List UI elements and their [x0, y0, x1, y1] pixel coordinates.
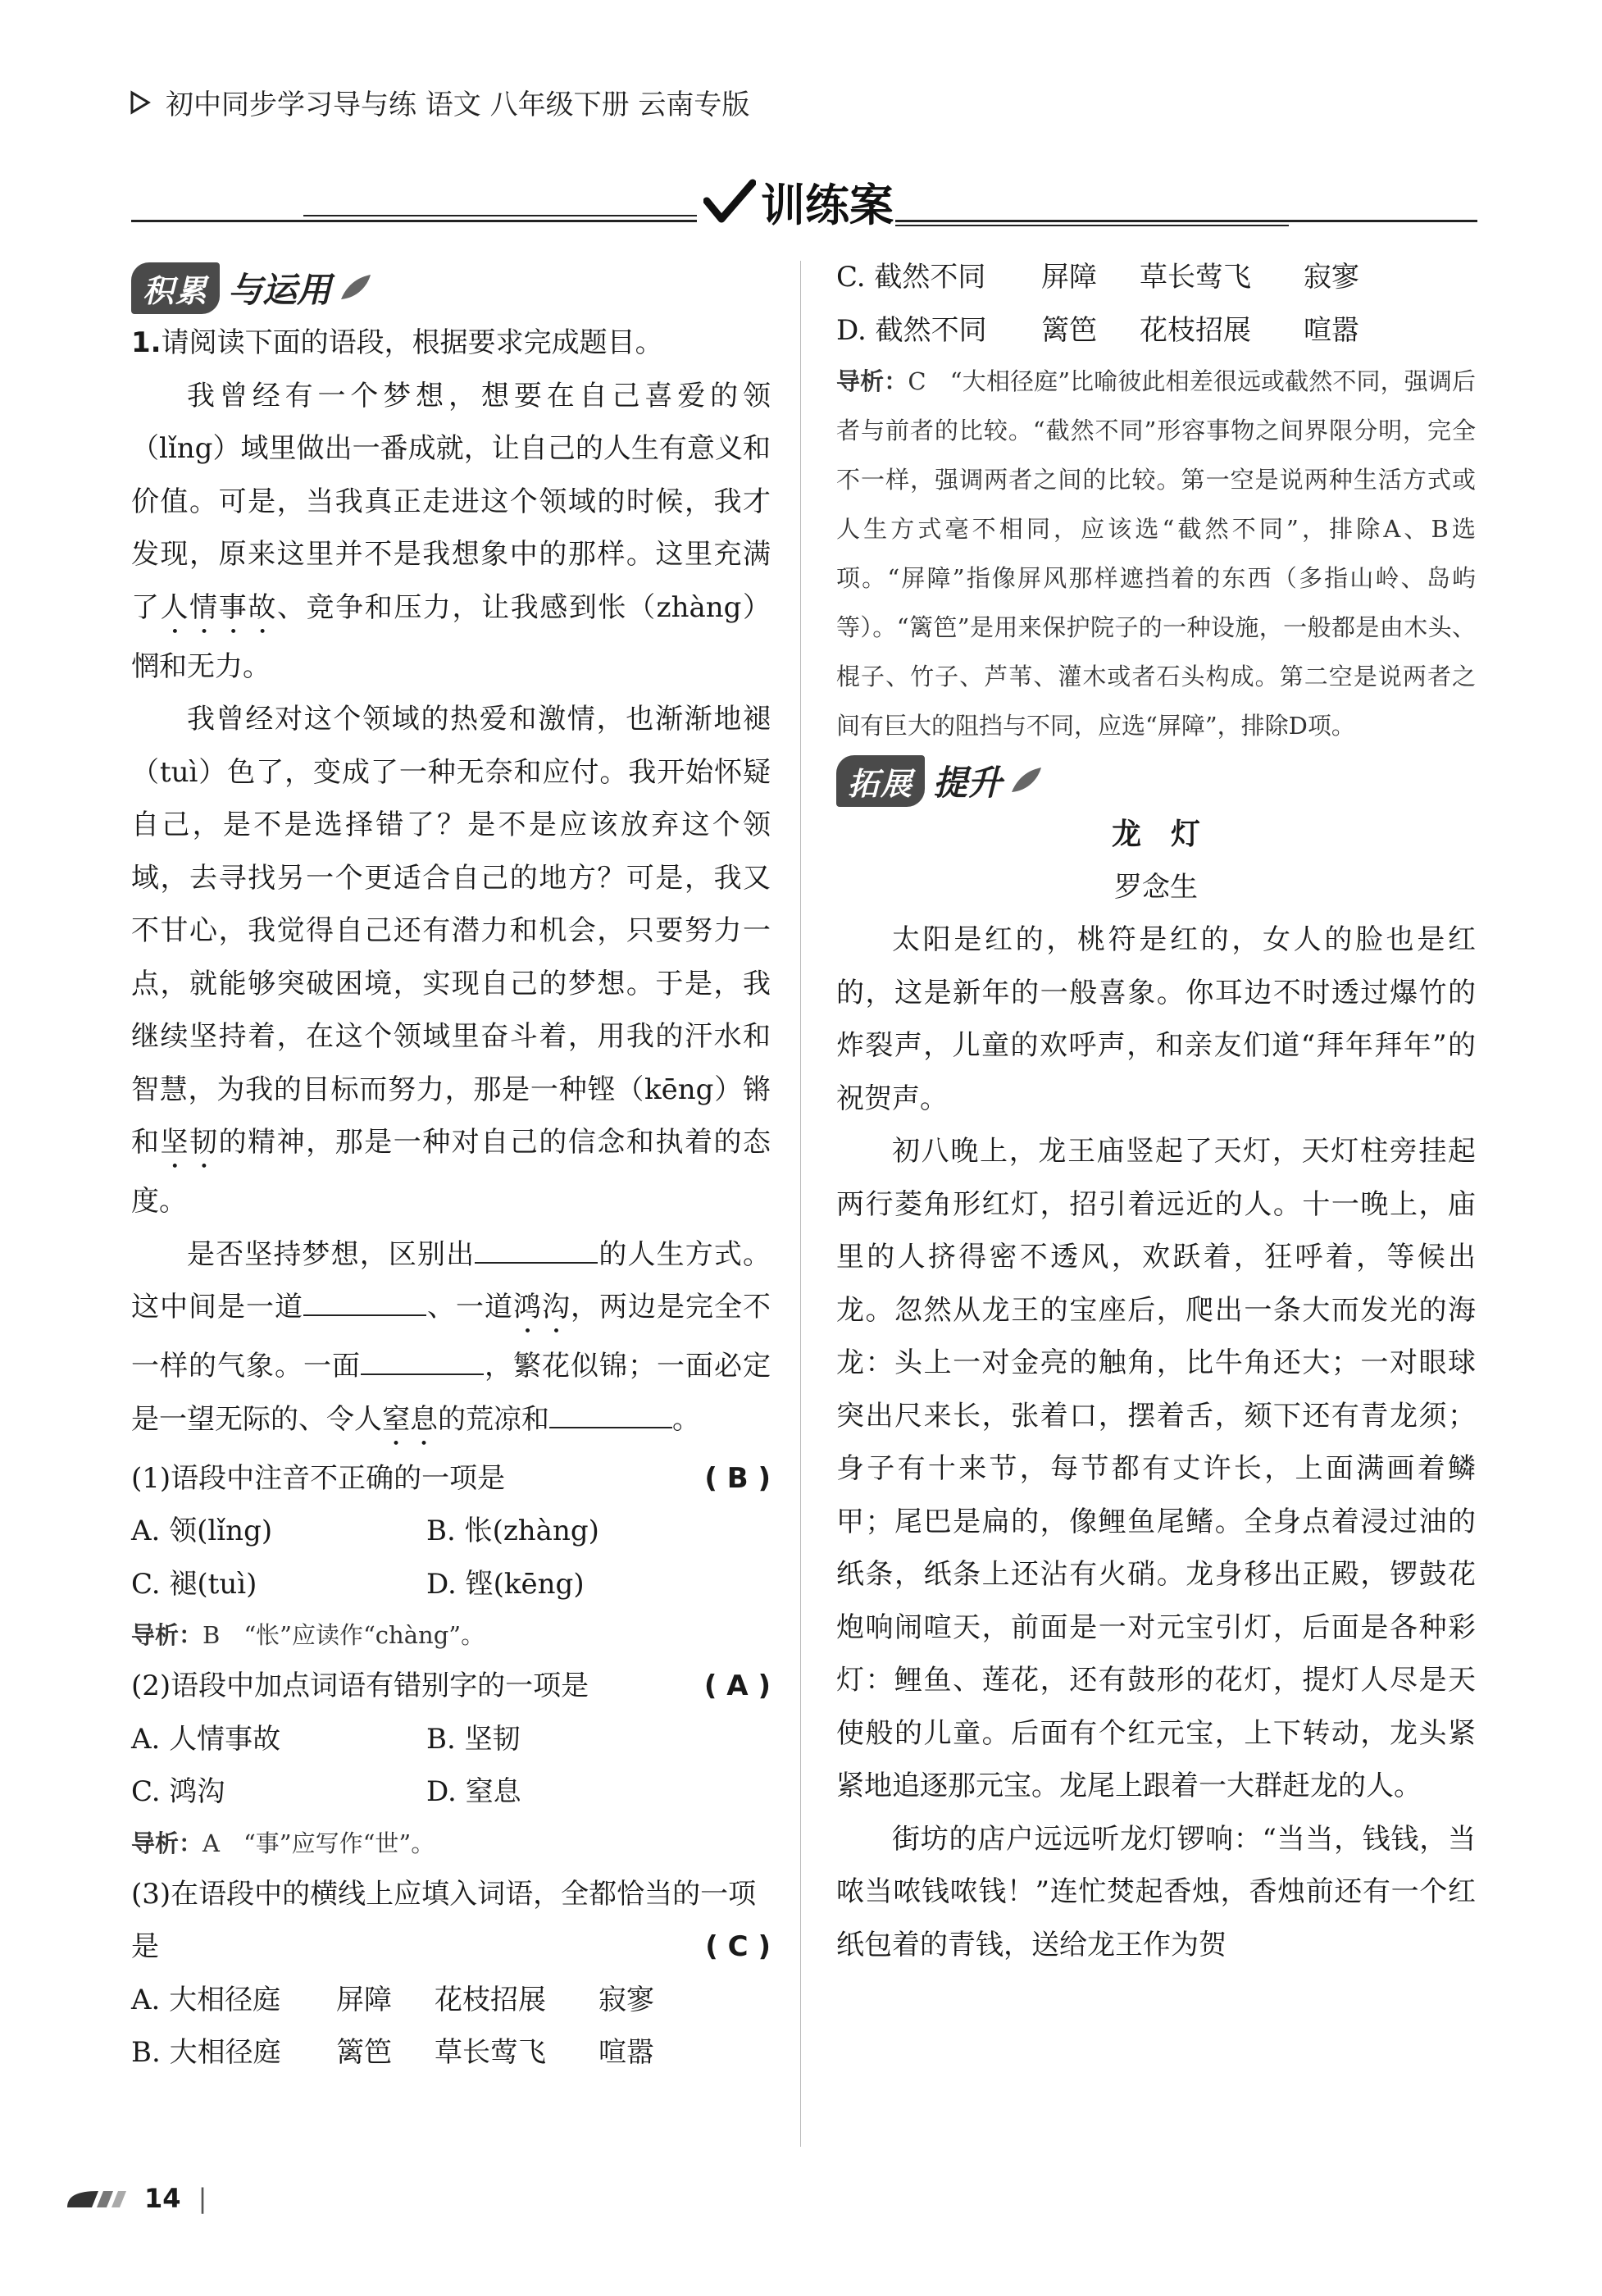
article [836, 808, 1476, 1971]
sub-question-1 [131, 1452, 771, 1506]
analysis-text: A “事”应写作“世”。 [203, 1829, 435, 1857]
analysis-label: 导析： [131, 1621, 203, 1649]
answer-bracket: ( A ) [703, 1670, 771, 1702]
option-word: 寂寥 [598, 1983, 654, 2016]
analysis-note [836, 357, 1476, 750]
section-heading-extension [836, 754, 1476, 808]
option-c[interactable] [836, 251, 1476, 304]
passage-text: 是否坚持梦想，区别出 [187, 1237, 476, 1271]
section-rest-label: 与运用 [228, 270, 332, 310]
section-rest-label: 提升 [933, 763, 1003, 803]
option-c[interactable]: C. 褪(tuì) [131, 1567, 257, 1601]
passage-text: 的精神，那是一种对自己的信念和执着的态度。 [131, 1126, 771, 1218]
passage-text: 、竞争和压力，让我感到怅（zhàng）惘和无力。 [131, 590, 771, 683]
option-word: 草长莺飞 [1140, 261, 1251, 294]
footer-stripes-icon [61, 2188, 143, 2214]
question-1 [131, 317, 771, 2080]
question-1-stem [131, 317, 771, 370]
fill-blank-4[interactable] [549, 1402, 672, 1428]
analysis-text: B “怅”应读作“chàng”。 [203, 1621, 485, 1649]
leaf-icon [1008, 764, 1044, 797]
option-a[interactable]: A. 人情事故 [131, 1722, 281, 1756]
book-title: 初中同步学习导与练 语文 八年级下册 云南专版 [166, 89, 750, 121]
option-word: 屏障 [1041, 261, 1097, 294]
option-word: A. 大相径庭 [131, 1983, 281, 2016]
sub-question-text: (2)语段中加点词语有错别字的一项是 [131, 1670, 589, 1702]
checkmark-icon [703, 178, 756, 227]
option-b[interactable]: B. 坚韧 [426, 1722, 521, 1756]
option-word: 花枝招展 [1140, 313, 1251, 347]
banner-title-text: 训练案 [761, 180, 894, 231]
analysis-label: 导析： [836, 367, 908, 395]
options-row [131, 1558, 771, 1611]
option-d[interactable]: D. 铿(kēng) [426, 1567, 585, 1601]
banner-rule-left-2 [303, 215, 697, 216]
dotted-word-renqingshigu: 人情事故 [160, 590, 277, 624]
passage-text: 我曾经对这个领域的热爱和激情，也渐渐地褪（tuì）色了，变成了一种无奈和应付。我开始怀疑自己，是不是选择错了？是不是应该放弃这个领域，去寻找另一个更适合自己的地方？可是，我又不甘心，我觉得自己还有潜力和机会，只要努力一点，就能够突破困境，实现自己的梦想。于是，我继续坚持着，在这个领域里奋斗着，用我的汗水和智慧，为我的目标而努力，那是一种铿（kēng）锵和 [131, 703, 771, 1159]
fill-blank-3[interactable] [361, 1349, 484, 1375]
option-word: 篱笆 [1041, 313, 1097, 347]
options-row [131, 1713, 771, 1766]
fill-blank-1[interactable] [475, 1237, 598, 1264]
dotted-word-honggou: 鸿沟 [513, 1291, 571, 1323]
passage-text: 的荒凉和 [438, 1402, 549, 1436]
article-author: 罗念生 [1114, 870, 1198, 904]
option-word: B. 大相径庭 [131, 2036, 281, 2069]
banner-rule-left [131, 220, 697, 222]
options-row [131, 1765, 771, 1819]
options-row [131, 1505, 771, 1558]
option-b[interactable]: B. 怅(zhàng) [426, 1515, 599, 1547]
option-d[interactable]: D. 窒息 [426, 1775, 521, 1808]
passage-text: 我曾经有一个梦想，想要在自己喜爱的领（lǐng）域里做出一番成就，让自己的人生有意义和价值。可是，当我真正走进这个领域的时候，我才发现，原来这里并不是我想象中的那样。这里充满了 [131, 379, 771, 624]
passage-paragraph-2 [131, 693, 771, 1228]
question-stem-text: 请阅读下面的语段，根据要求完成题目。 [161, 326, 663, 359]
question-1-continued [836, 251, 1476, 750]
option-d[interactable] [836, 304, 1476, 358]
column-divider [800, 261, 801, 2147]
analysis-note [131, 1610, 771, 1660]
sub-question-2 [131, 1660, 771, 1713]
option-word: 寂寥 [1304, 261, 1359, 294]
left-column [131, 261, 771, 2080]
option-word: 草长莺飞 [435, 2036, 546, 2069]
option-word: 喧嚣 [598, 2036, 654, 2069]
option-word: 篱笆 [336, 2036, 392, 2069]
banner-rule-right [895, 220, 1477, 222]
passage-paragraph-3 [131, 1228, 771, 1452]
question-number: 1. [131, 326, 162, 359]
option-c[interactable]: C. 鸿沟 [131, 1775, 225, 1808]
passage-text: 、一道 [426, 1291, 513, 1323]
passage-text: 的人生方式。这中间是一道 [131, 1237, 771, 1323]
article-paragraph: 初八晚上，龙王庙竖起了天灯，天灯柱旁挂起两行菱角形红灯，招引着远近的人。十一晚上，庙里的人挤得密不透风，欢跃着，狂呼着，等候出龙。忽然从龙王的宝座后，爬出一条大而发光的海龙：头上一对金亮的触角，比牛角还大；一对眼球突出尺来长，张着口，摆着舌，颏下还有青龙须；身子有十来节，每节都有丈许长，上面满画着鳞甲；尾巴是扁的，像鲤鱼尾鳍。全身点着浸过油的纸条，纸条上还沾有火硝。龙身移出正殿，锣鼓花炮响闹喧天，前面是一对元宝引灯，后面是各种彩灯：鲤鱼、莲花，还有鼓形的花灯，提灯人尽是天使般的儿童。后面有个红元宝，上下转动，龙头紧紧地追逐那元宝。龙尾上跟着一大群赶龙的人。 [836, 1135, 1476, 1802]
option-a[interactable]: A. 领(lǐng) [131, 1515, 273, 1547]
sub-question-3 [131, 1868, 771, 1974]
page-number-text: 14 [144, 2183, 181, 2214]
passage-text: 。 [672, 1402, 700, 1436]
option-b[interactable] [131, 2026, 771, 2080]
banner-rule-right-2 [895, 225, 1289, 226]
option-word: C. 截然不同 [836, 261, 986, 294]
article-paragraph: 街坊的店户远远听龙灯锣响：“当当，钱钱，当哝当哝钱哝钱！”连忙焚起香烛，香烛前还有一个红纸包着的青钱，送给龙王作为贺 [836, 1822, 1476, 1961]
answer-bracket: ( C ) [705, 1930, 771, 1963]
sub-question-text: (3)在语段中的横线上应填入词语，全都恰当的一项是 [131, 1877, 757, 1963]
section-box-label: 拓展 [836, 755, 925, 807]
page-number [144, 2183, 207, 2214]
option-word: 屏障 [336, 1983, 392, 2016]
analysis-label: 导析： [131, 1829, 203, 1857]
passage-paragraph-1 [131, 370, 771, 694]
passage-text: ，繁花似锦；一面必定是一望无际的、令人 [131, 1350, 771, 1436]
play-triangle-icon [130, 90, 151, 115]
page-separator: | [198, 2183, 207, 2214]
option-word: D. 截然不同 [836, 313, 987, 347]
option-a[interactable] [131, 1974, 771, 2027]
right-column [836, 251, 1476, 1971]
analysis-note [131, 1819, 771, 1868]
article-paragraph: 太阳是红的，桃符是红的，女人的脸也是红的，这是新年的一般喜象。你耳边不时透过爆竹的炸裂声，儿童的欢呼声，和亲友们道“拜年拜年”的祝贺声。 [836, 923, 1476, 1115]
answer-bracket: ( B ) [704, 1461, 771, 1495]
banner-title [703, 171, 894, 234]
fill-blank-2[interactable] [303, 1290, 426, 1316]
dotted-word-zhixi: 窒息 [382, 1402, 438, 1436]
book-header [130, 82, 749, 122]
option-word: 花枝招展 [435, 1983, 546, 2016]
section-heading-accumulation [131, 261, 771, 315]
dotted-word-jianren: 坚韧 [160, 1126, 219, 1159]
article-title: 龙 灯 [1111, 817, 1200, 851]
leaf-icon [338, 271, 374, 304]
sub-question-text: (1)语段中注音不正确的一项是 [131, 1461, 506, 1495]
analysis-text: C “大相径庭”比喻彼此相差很远或截然不同，强调后者与前者的比较。“截然不同”形容事物之间界限分明，完全不一样，强调两者之间的比较。第一空是说两种生活方式或人生方式毫不相同，应该选“截然不同”，排除A、B选项。“屏障”指像屏风那样遮挡着的东西（多指山岭、岛屿等）。“篱笆”是用来保护院子的一种设施，一般都是由木头、棍子、竹子、芦苇、灌木或者石头构成。第二空是说两者之间有巨大的阻挡与不同，应选“屏障”，排除D项。 [836, 367, 1476, 740]
passage-text: ，两边是完全不一样的气象。一面 [131, 1291, 771, 1383]
section-box-label: 积累 [131, 262, 220, 314]
option-word: 喧嚣 [1304, 313, 1359, 347]
